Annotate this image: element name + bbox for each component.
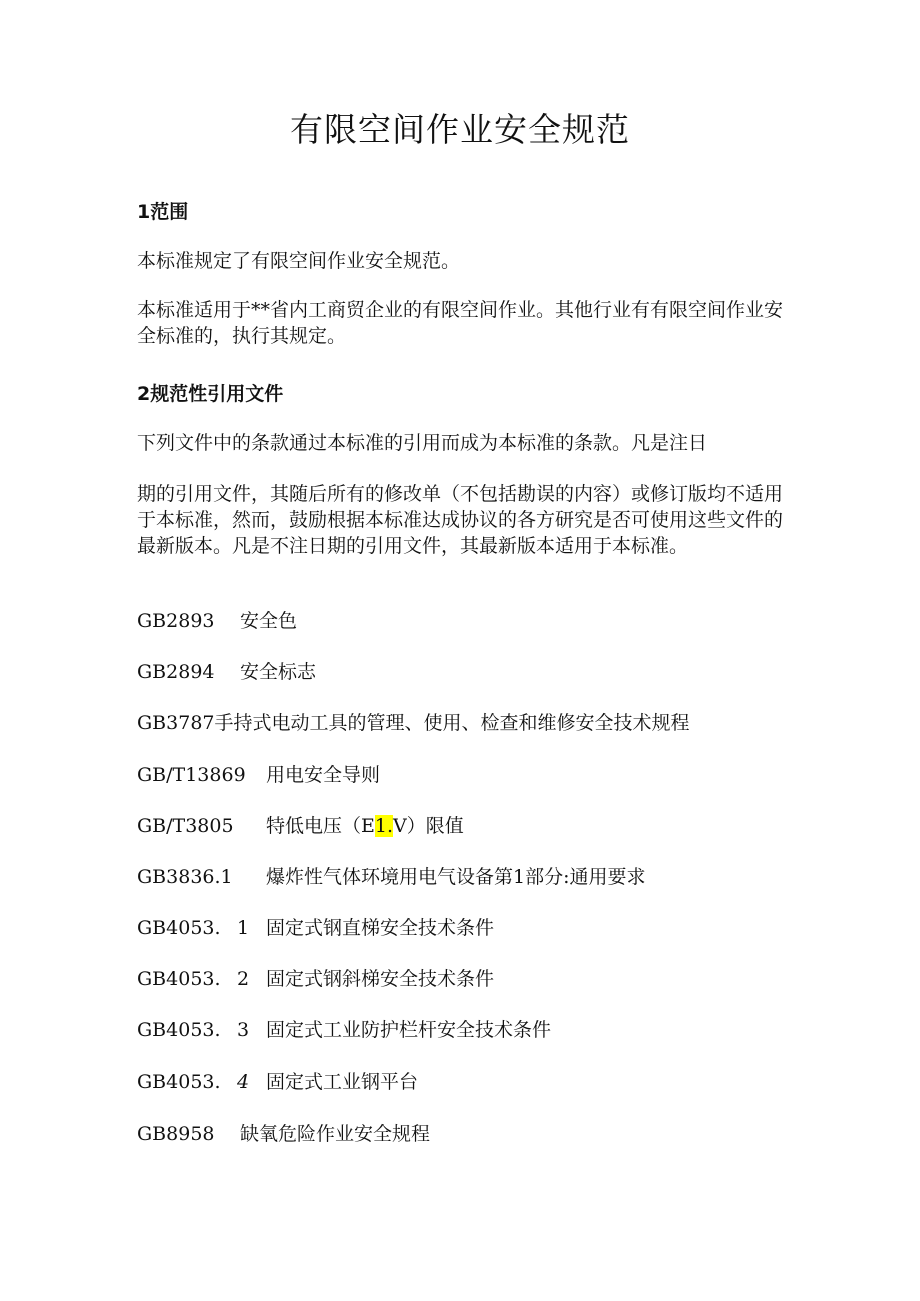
- reference-name: 手持式电动工具的管理、使用、检查和维修安全技术规程: [214, 712, 690, 734]
- reference-code: GB/T13869: [137, 764, 246, 786]
- highlighted-text: 1.: [374, 815, 394, 837]
- document-title: 有限空间作业安全规范: [290, 110, 630, 149]
- reference-name: 用电安全导则: [266, 764, 381, 786]
- reference-name: 安全标志: [240, 661, 317, 683]
- reference-name-part: V）限值: [393, 815, 464, 837]
- reference-item: [137, 966, 837, 992]
- reference-code: GB4053.: [137, 1019, 221, 1041]
- reference-name: 固定式工业钢平台: [266, 1071, 419, 1093]
- reference-name: 缺氧危险作业安全规程: [240, 1123, 431, 1145]
- reference-code: GB4053.: [137, 1071, 221, 1093]
- reference-name: 安全色: [240, 610, 298, 632]
- reference-code: GB3787: [137, 712, 215, 734]
- reference-item: [137, 813, 837, 839]
- reference-name: 固定式工业防护栏杆安全技术条件: [266, 1019, 552, 1041]
- reference-item: [137, 1069, 837, 1095]
- scope-paragraph-1: 本标准规定了有限空间作业安全规范。: [137, 250, 461, 272]
- reference-item: [137, 915, 837, 941]
- reference-item: [137, 608, 837, 634]
- reference-item: [137, 762, 837, 788]
- reference-code: GB2893: [137, 610, 215, 632]
- reference-code: GB4053.: [137, 917, 221, 939]
- reference-name: 固定式钢斜梯安全技术条件: [266, 968, 495, 990]
- reference-part: 3: [237, 1019, 250, 1041]
- section-heading-scope: 1范围: [137, 201, 189, 223]
- reference-item: [137, 1017, 837, 1043]
- reference-part: 1: [237, 917, 250, 939]
- reference-code: GB8958: [137, 1123, 215, 1145]
- reference-item: [137, 1121, 837, 1147]
- reference-code: GB/T3805: [137, 815, 234, 837]
- reference-part: 4: [237, 1071, 250, 1093]
- reference-name: 固定式钢直梯安全技术条件: [266, 917, 495, 939]
- scope-paragraph-2: 本标准适用于**省内工商贸企业的有限空间作业。其他行业有有限空间作业安全标准的，执行其规定。: [137, 299, 784, 347]
- reference-name: 爆炸性气体环境用电气设备第1部分:通用要求: [266, 866, 646, 888]
- reference-code: GB2894: [137, 661, 215, 683]
- reference-code: GB4053.: [137, 968, 221, 990]
- reference-item: [137, 864, 837, 890]
- reference-name-part: 特低电压（E: [266, 815, 375, 837]
- reference-part: 2: [237, 968, 250, 990]
- reference-item: [137, 710, 837, 736]
- section-heading-normative-references: 2规范性引用文件: [137, 383, 284, 405]
- reference-code: GB3836.1: [137, 866, 233, 888]
- references-paragraph-1: 下列文件中的条款通过本标准的引用而成为本标准的条款。凡是注日: [137, 432, 708, 454]
- reference-item: [137, 659, 837, 685]
- references-paragraph-2: 期的引用文件，其随后所有的修改单（不包括勘误的内容）或修订版均不适用于本标准，然而，鼓励根据本标准达成协议的各方研究是否可使用这些文件的最新版本。凡是不注日期的引用文件，其最新版本适用于本标准。: [137, 483, 784, 557]
